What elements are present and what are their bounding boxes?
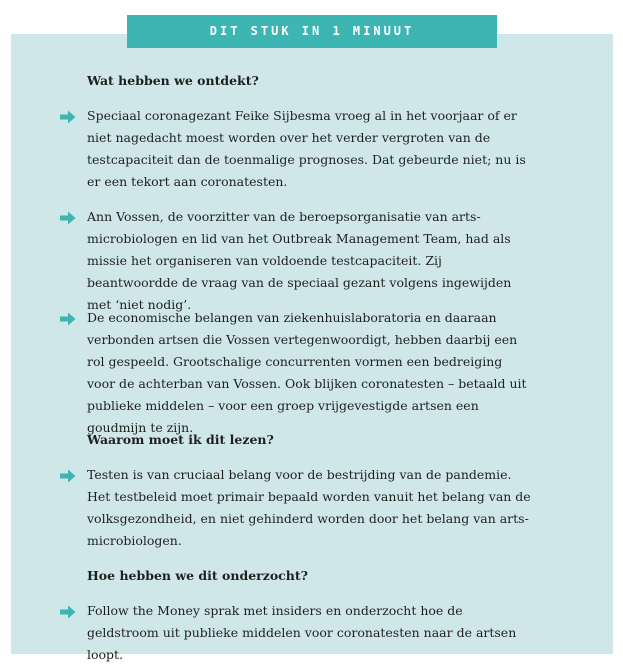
list-item: De economische belangen van ziekenhuislaboratoria en daaraan verbonden artsen die Vossen vertegenwoordigt, hebben daarbij een rol gespeeld. Grootschalige concurrenten vormen een bedreiging voor de achterban van Vossen. Ook blijken coronatesten – betaald uit publieke middelen – voor een groep vrijgevestigde artsen een goudmijn te zijn. [87,310,527,435]
section-heading: Wat hebben we ontdekt? [87,73,259,88]
list-item: Speciaal coronagezant Feike Sijbesma vroeg al in het voorjaar of er niet nagedacht moest worden over het verder vergroten van de testcapaciteit dan de toenmalige prognoses. Dat gebeurde niet; nu is er een tekort aan coronatesten. [87,108,526,189]
section-heading: Waarom moet ik dit lezen? [87,432,274,447]
list-item: Testen is van cruciaal belang voor de bestrijding van de pandemie. Het testbeleid moet primair bepaald worden vanuit het belang van de volksgezondheid, en niet gehinderd worden door het belang van arts-microbiologen. [87,467,531,548]
arrow-right-icon [60,211,76,225]
section-heading: Hoe hebben we dit onderzocht? [87,568,308,583]
arrow-right-icon [60,312,76,326]
arrow-right-icon [60,605,76,619]
list-item: Ann Vossen, de voorzitter van de beroepsorganisatie van arts-microbiologen en lid van het Outbreak Management Team, had als missie het organiseren van voldoende testcapaciteit. Zij beantwoordde de vraag van de speciaal gezant volgens ingewijden met ‘niet nodig’. [87,209,512,312]
summary-title: DIT STUK IN 1 MINUUT [127,15,497,48]
list-item: Follow the Money sprak met insiders en onderzocht hoe de geldstroom uit publieke middelen voor coronatesten naar de artsen loopt. [87,603,517,662]
arrow-right-icon [60,469,76,483]
arrow-right-icon [60,110,76,124]
